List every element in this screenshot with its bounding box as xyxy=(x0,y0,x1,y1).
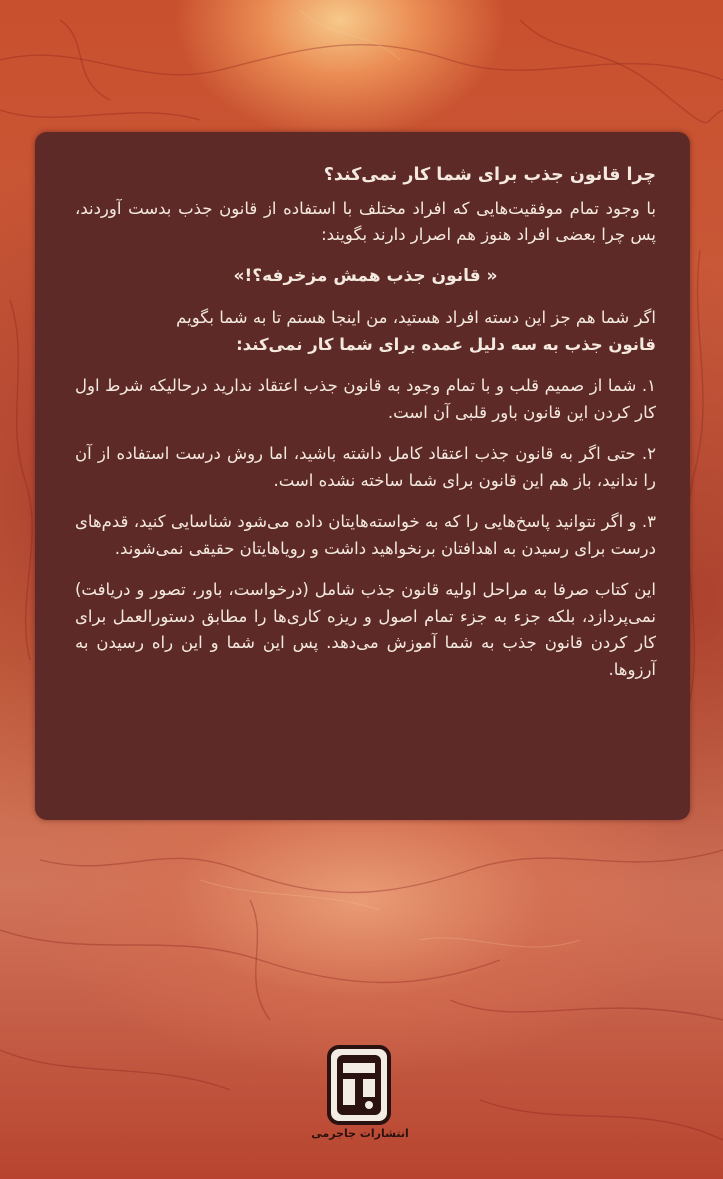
closing-paragraph: این کتاب صرفا به مراحل اولیه قانون جذب شامل (درخواست، باور، تصور و دریافت) نمی‌پردازد، بلکه جزء به جزء تمام اصول و ریزه کاری‌ها را مطابق دستورالعمل برای کار کردن قانون جذب به شما آموزش می‌دهد. پس این شما و این راه رسیدن به آرزوها. xyxy=(75,580,656,679)
publisher-name: انتشارات جاجرمی xyxy=(311,1127,409,1140)
lead-bold-line: قانون جذب به سه دلیل عمده برای شما کار نمی‌کند: xyxy=(236,334,656,354)
point-one: ۱. شما از صمیم قلب و با تمام وجود به قانون جذب اعتقاد ندارید درحالیکه شرط اول کار کردن این قانون باور قلبی آن است. xyxy=(75,376,656,422)
publisher-logo xyxy=(305,1045,415,1165)
box-heading: چرا قانون جذب برای شما کار نمی‌کند؟ xyxy=(323,165,656,185)
point-two: ۲. حتی اگر به قانون جذب اعتقاد کامل داشته باشید، اما روش درست استفاده از آن را ندانید، باز هم این قانون برای شما ساخته نشده است. xyxy=(75,444,656,490)
intro-paragraph: با وجود تمام موفقیت‌هایی که افراد مختلف با استفاده از قانون جذب بدست آوردند، پس چرا بعضی افراد هنوز هم اصرار دارند بگویند: xyxy=(75,198,656,244)
point-three: ۳. و اگر نتوانید پاسخ‌هایی را که به خواسته‌هایتان داده می‌شود شناسایی کنید، قدم‌های درست برای رسیدن به اهدافتان برنخواهید داشت و رویاهایتان حقیقی نمی‌شوند. xyxy=(75,512,656,558)
publisher-emblem-icon xyxy=(325,1045,393,1127)
quote-line: « قانون جذب همش مزخرفه؟!» xyxy=(233,265,498,286)
description-box xyxy=(35,132,690,820)
lead-paragraph: اگر شما هم جز این دسته افراد هستید، من اینجا هستم تا به شما بگویم xyxy=(176,308,656,327)
